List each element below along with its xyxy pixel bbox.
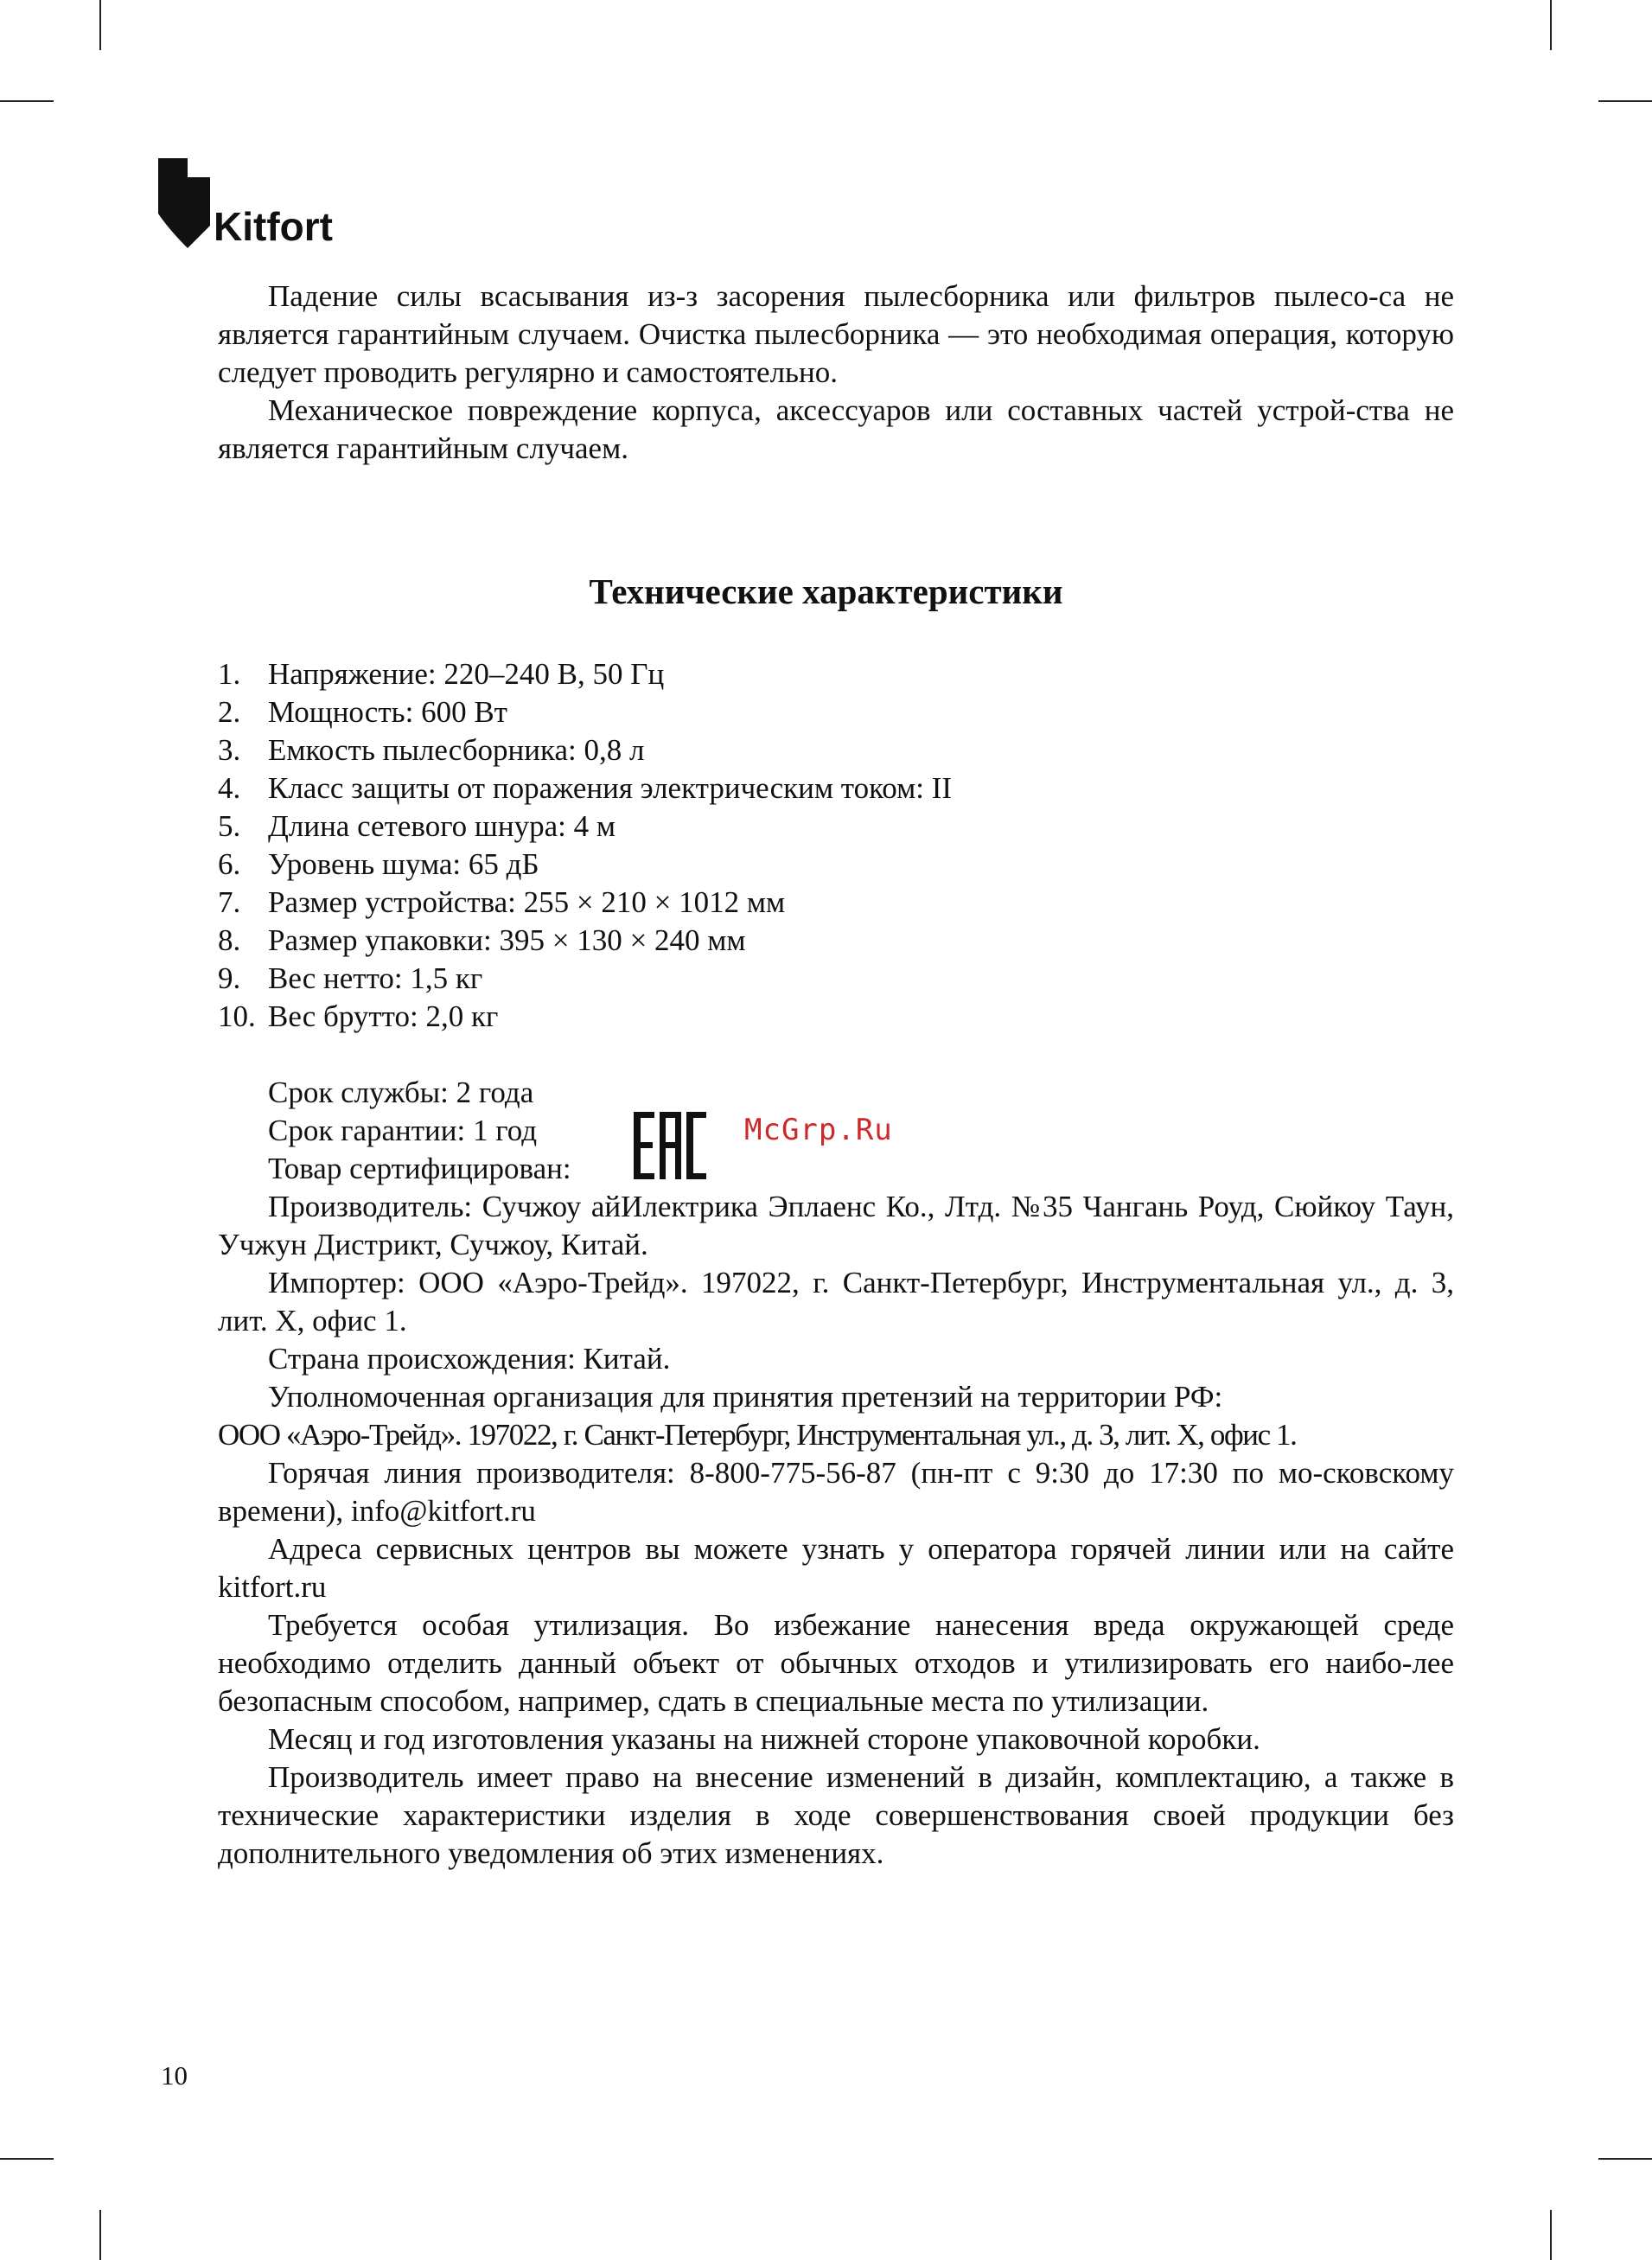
spec-text: Размер устройства: 255 × 210 × 1012 мм — [268, 885, 786, 919]
company-info — [218, 1188, 1454, 1873]
manufacturer-info: Производитель: Сучжоу айИлектрика Эплаенс Ко., Лтд. №35 Чангань Роуд, Сюйкоу Таун, Учжун Дистрикт, Сучжоу, Китай. — [218, 1190, 1454, 1261]
spec-text: Размер упаковки: 395 × 130 × 240 мм — [268, 923, 746, 957]
spec-list — [218, 655, 1428, 1036]
spec-item — [218, 884, 1428, 922]
spec-number: 1. — [218, 657, 241, 691]
page-number: 10 — [161, 2060, 188, 2091]
spec-text: Вес нетто: 1,5 кг — [268, 961, 483, 995]
spec-item — [218, 960, 1428, 998]
spec-item — [218, 846, 1428, 884]
spec-item — [218, 693, 1428, 731]
certification-label: Товар сертифицирован: — [268, 1152, 571, 1185]
crop-mark — [1550, 0, 1552, 50]
intro-section — [218, 278, 1454, 468]
spec-text: Длина сетевого шнура: 4 м — [268, 809, 616, 843]
spec-item — [218, 769, 1428, 808]
spec-text: Мощность: 600 Вт — [268, 695, 507, 729]
spec-item — [218, 922, 1428, 960]
crop-mark — [0, 2158, 54, 2160]
spec-number: 8. — [218, 923, 241, 957]
spec-item — [218, 808, 1428, 846]
changes-notice: Производитель имеет право на внесение изменений в дизайн, комплектацию, а также в технические характеристики изделия в ходе совершенствования своей продукции без дополнительного уведомления об этих изменениях. — [218, 1760, 1454, 1870]
service-centers-info: Адреса сервисных центров вы можете узнать у оператора горячей линии или на сайте kitfort.ru — [218, 1532, 1454, 1604]
spec-item — [218, 998, 1428, 1036]
spec-text: Уровень шума: 65 дБ — [268, 847, 539, 881]
spec-number: 10. — [218, 999, 256, 1033]
crop-mark — [1598, 100, 1652, 102]
service-life: Срок службы: 2 года — [268, 1076, 534, 1109]
spec-text: Вес брутто: 2,0 кг — [268, 999, 499, 1033]
brand-logo — [158, 158, 340, 253]
authorized-org-address: ООО «Аэро-Трейд». 197022, г. Санкт-Петербург, Инструментальная ул., д. 3, лит. Х, офис 1. — [218, 1418, 1297, 1452]
spec-number: 7. — [218, 885, 241, 919]
manufacture-date-info: Месяц и год изготовления указаны на нижней стороне упаковочной коробки. — [268, 1722, 1260, 1756]
watermark: McGrp.Ru — [744, 1113, 893, 1147]
warranty-period: Срок гарантии: 1 год — [268, 1114, 538, 1147]
spec-number: 3. — [218, 733, 241, 767]
country-of-origin: Страна происхождения: Китай. — [268, 1342, 671, 1376]
section-title: Технические характеристики — [589, 571, 1063, 611]
intro-paragraph: Падение силы всасывания из-з засорения пылесборника или фильтров пылесо-са не является гарантийным случаем. Очистка пылесборника — это необходимая операция, которую следует проводить регулярно и самостоятельно. — [218, 279, 1454, 389]
disposal-info: Требуется особая утилизация. Во избежание нанесения вреда окружающей среде необходимо отделить данный объект от обычных отходов и утилизировать его наибо-лее безопасным способом, например, сдать в специальные места по утилизации. — [218, 1608, 1454, 1718]
spec-number: 4. — [218, 771, 241, 805]
crop-mark — [1550, 2210, 1552, 2260]
spec-text: Класс защиты от поражения электрическим током: II — [268, 771, 953, 805]
crop-mark — [99, 2210, 101, 2260]
spec-number: 6. — [218, 847, 241, 881]
hotline-info: Горячая линия производителя: 8-800-775-56-87 (пн-пт с 9:30 до 17:30 по мо-сковскому времени), info@kitfort.ru — [218, 1456, 1454, 1528]
spec-text: Емкость пылесборника: 0,8 л — [268, 733, 645, 767]
spec-item — [218, 655, 1428, 693]
crop-mark — [99, 0, 101, 50]
crop-mark — [1598, 2158, 1652, 2160]
intro-paragraph: Механическое повреждение корпуса, аксессуаров или составных частей устрой-ства не является гарантийным случаем. — [218, 393, 1454, 465]
spec-number: 2. — [218, 695, 241, 729]
spec-number: 9. — [218, 961, 241, 995]
crop-mark — [0, 100, 54, 102]
spec-number: 5. — [218, 809, 241, 843]
spec-item — [218, 731, 1428, 769]
spec-text: Напряжение: 220–240 В, 50 Гц — [268, 657, 665, 691]
eac-mark-icon — [634, 1112, 706, 1179]
authorized-org-title: Уполномоченная организация для принятия претензий на территории РФ: — [268, 1380, 1223, 1414]
brand-name: Kitfort — [214, 204, 333, 249]
importer-info: Импортер: ООО «Аэро-Трейд». 197022, г. Санкт-Петербург, Инструментальная ул., д. 3, лит. Х, офис 1. — [218, 1266, 1454, 1337]
